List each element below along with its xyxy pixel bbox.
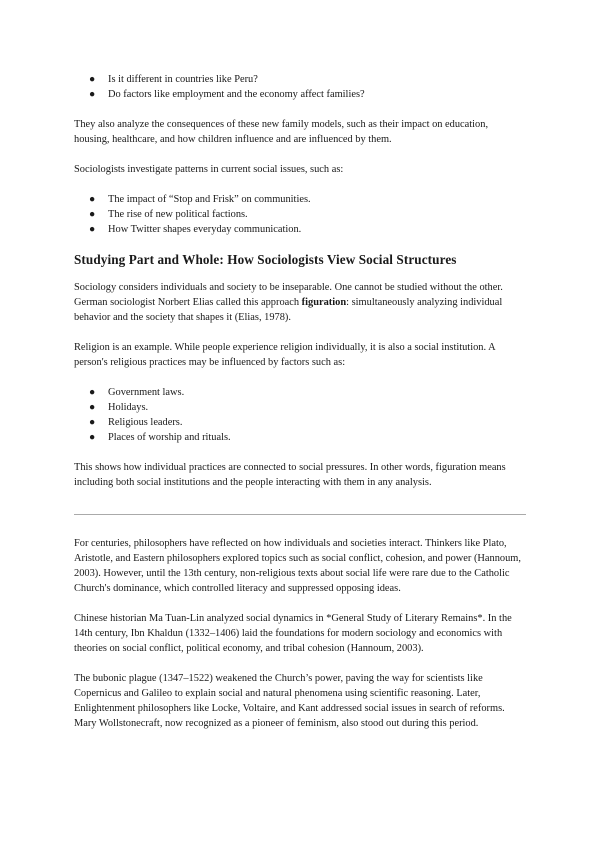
bullet-icon: ● <box>89 432 96 443</box>
paragraph-patterns: Sociologists investigate patterns in current social issues, such as: <box>74 164 344 175</box>
paragraph-consequences: They also analyze the consequences of these new family models, such as their impact on education, housing, healthcare, and how children influence and are influenced by them. <box>74 119 489 145</box>
section-heading: Studying Part and Whole: How Sociologists View Social Structures <box>74 252 457 267</box>
bullet-icon: ● <box>89 209 96 220</box>
bullet-icon: ● <box>89 74 96 85</box>
document-page <box>74 72 526 731</box>
paragraph-summary: This shows how individual practices are connected to social pressures. In other words, figuration means including both social institutions and the people interacting with them in any analysis. <box>74 462 506 488</box>
list-item: ● Government laws. <box>89 387 185 398</box>
intro-question-list <box>74 72 526 102</box>
social-issues-list <box>74 192 526 237</box>
list-item: ● Places of worship and rituals. <box>89 432 231 443</box>
list-item: ● The impact of “Stop and Frisk” on communities. <box>89 194 311 205</box>
bullet-icon: ● <box>89 224 96 235</box>
paragraph-religion: Religion is an example. While people experience religion individually, it is also a social institution. A person's religious practices may be influenced by factors such as: <box>74 342 496 368</box>
paragraph-ma-tuan-lin: Chinese historian Ma Tuan-Lin analyzed social dynamics in *General Study of Literary Remains*. In the 14th century, Ibn Khaldun (1332–1406) laid the foundations for modern sociology and economics with theories on social conflict, political economy, and tribal cohesion (Hannoum, 2003). <box>74 613 512 654</box>
figuration-term: figuration <box>301 297 347 308</box>
religion-factors-list <box>74 385 526 445</box>
bullet-icon: ● <box>89 402 96 413</box>
paragraph-philosophers: For centuries, philosophers have reflected on how individuals and societies interact. Thinkers like Plato, Aristotle, and Eastern philosophers explored topics such as social conflict, cohesion, and power (Hannoum, 2003). However, until the 13th century, non-religious texts about social life were rare due to the Catholic Church's dominance, which controlled literacy and suppressed opposing ideas. <box>74 538 521 594</box>
list-item: ● How Twitter shapes everyday communication. <box>89 224 302 235</box>
list-item: ● Do factors like employment and the economy affect families? <box>89 89 365 100</box>
list-item: ● Holidays. <box>89 402 149 413</box>
list-item: ● Religious leaders. <box>89 417 183 428</box>
paragraph-figuration: Sociology considers individuals and society to be inseparable. One cannot be studied without the other. German sociologist Norbert Elias called this approach figuration: simultaneously analyzing individual behavior and the society that shapes it (Elias, 1978). <box>74 282 503 323</box>
bullet-icon: ● <box>89 194 96 205</box>
bullet-icon: ● <box>89 387 96 398</box>
bullet-icon: ● <box>89 89 96 100</box>
bullet-icon: ● <box>89 417 96 428</box>
list-item: ● Is it different in countries like Peru? <box>89 74 258 85</box>
list-item: ● The rise of new political factions. <box>89 209 248 220</box>
paragraph-plague: The bubonic plague (1347–1522) weakened the Church’s power, paving the way for scientists like Copernicus and Galileo to explain social and natural phenomena using scientific reasoning. Later, Enlightenment philosophers like Locke, Voltaire, and Kant addressed social issues in search of reforms. Mary Wollstonecraft, now recognized as a pioneer of feminism, also stood out during this period. <box>74 673 505 729</box>
